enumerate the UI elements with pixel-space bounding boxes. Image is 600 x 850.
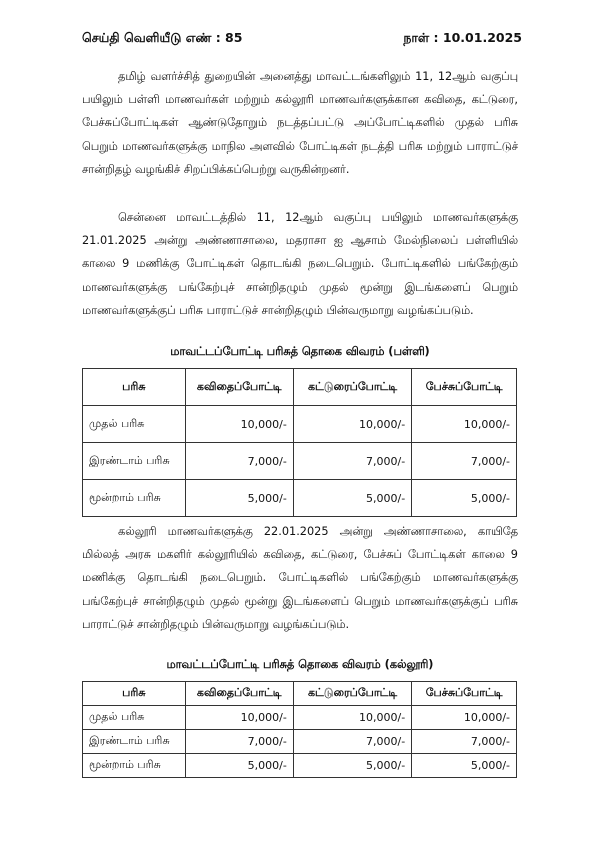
prize-table-school <box>82 368 517 517</box>
poetry-amount: 7,000/- <box>185 730 293 754</box>
prize-label: இரண்டாம் பரிசு <box>83 443 186 480</box>
poetry-amount: 10,000/- <box>185 406 293 443</box>
speech-amount: 7,000/- <box>412 443 517 480</box>
table-row <box>83 480 517 517</box>
column-header-essay: கட்டுரைப்போட்டி <box>293 682 411 706</box>
essay-amount: 7,000/- <box>293 730 411 754</box>
table-row <box>83 706 517 730</box>
column-header-prize: பரிசு <box>83 369 186 406</box>
essay-amount: 5,000/- <box>293 754 411 778</box>
table-caption-school: மாவட்டப்போட்டி பரிசுத் தொகை விவரம் (பள்ளி) <box>170 345 430 358</box>
page-header <box>82 30 522 47</box>
column-header-essay: கட்டுரைப்போட்டி <box>293 369 411 406</box>
speech-amount: 5,000/- <box>412 480 517 517</box>
prize-label: மூன்றாம் பரிசு <box>83 480 186 517</box>
paragraph-college-competition: கல்லூரி மாணவர்களுக்கு 22.01.2025 அன்று அண்ணாசாலை, காயிதே மில்லத் அரசு மகளிர் கல்லூரியில் கவிதை, கட்டுரை, பேச்சுப் போட்டிகள் காலை 9 மணிக்கு தொடங்கி நடைபெறும். போட்டிகளில் பங்கேற்கும் மாணவர்களுக்கு பங்கேற்புச் சான்றிதழும் முதல் மூன்று இடங்களைப் பெறும் மாணவர்களுக்குப் பரிசு பாராட்டுச் சான்றிதழும் பின்வருமாறு வழங்கப்படும். <box>82 525 518 631</box>
essay-amount: 10,000/- <box>293 706 411 730</box>
table-header-row <box>83 682 517 706</box>
table-caption-college: மாவட்டப்போட்டி பரிசுத் தொகை விவரம் (கல்லூரி) <box>166 658 434 671</box>
column-header-poetry: கவிதைப்போட்டி <box>185 369 293 406</box>
paragraph-intro: தமிழ் வளர்ச்சித் துறையின் அனைத்து மாவட்டங்களிலும் 11, 12ஆம் வகுப்பு பயிலும் பள்ளி மாணவர்கள் மற்றும் கல்லூரி மாணவர்களுக்கான கவிதை, கட்டுரை, பேச்சுப்போட்டிகள் ஆண்டுதோறும் நடத்தப்பட்டு அப்போட்டிகளில் முதல் பரிசு பெறும் மாணவர்களுக்கு மாநில அளவில் போட்டிகள் நடத்தி பரிசு மற்றும் பாராட்டுச் சான்றிதழ் வழங்கிச் சிறப்பிக்கப்பெற்று வருகின்றனர். <box>82 70 518 176</box>
poetry-amount: 5,000/- <box>185 480 293 517</box>
column-header-poetry: கவிதைப்போட்டி <box>185 682 293 706</box>
release-number: செய்தி வெளியீடு எண் : 85 <box>82 30 243 45</box>
poetry-amount: 7,000/- <box>185 443 293 480</box>
prize-label: மூன்றாம் பரிசு <box>83 754 186 778</box>
prize-table-college <box>82 681 517 778</box>
essay-amount: 7,000/- <box>293 443 411 480</box>
speech-amount: 10,000/- <box>412 406 517 443</box>
paragraph-school-competition: சென்னை மாவட்டத்தில் 11, 12ஆம் வகுப்பு பயிலும் மாணவர்களுக்கு 21.01.2025 அன்று அண்ணாசாலை, மதராசா ஐ ஆசாம் மேல்நிலைப் பள்ளியில் காலை 9 மணிக்கு போட்டிகள் தொடங்கி நடைபெறும். போட்டிகளில் பங்கேற்கும் மாணவர்களுக்கு பங்கேற்புச் சான்றிதழும் முதல் மூன்று இடங்களைப் பெறும் மாணவர்களுக்குப் பரிசு பாராட்டுச் சான்றிதழும் பின்வருமாறு வழங்கப்படும். <box>82 211 518 317</box>
table-row <box>83 730 517 754</box>
column-header-speech: பேச்சுப்போட்டி <box>412 369 517 406</box>
table-header-row <box>83 369 517 406</box>
release-date: நாள் : 10.01.2025 <box>403 30 522 45</box>
prize-label: முதல் பரிசு <box>83 406 186 443</box>
speech-amount: 5,000/- <box>412 754 517 778</box>
table-row <box>83 406 517 443</box>
poetry-amount: 10,000/- <box>185 706 293 730</box>
essay-amount: 10,000/- <box>293 406 411 443</box>
column-header-speech: பேச்சுப்போட்டி <box>412 682 517 706</box>
column-header-prize: பரிசு <box>83 682 186 706</box>
prize-label: இரண்டாம் பரிசு <box>83 730 186 754</box>
table-row <box>83 443 517 480</box>
essay-amount: 5,000/- <box>293 480 411 517</box>
prize-label: முதல் பரிசு <box>83 706 186 730</box>
speech-amount: 7,000/- <box>412 730 517 754</box>
poetry-amount: 5,000/- <box>185 754 293 778</box>
table-row <box>83 754 517 778</box>
speech-amount: 10,000/- <box>412 706 517 730</box>
